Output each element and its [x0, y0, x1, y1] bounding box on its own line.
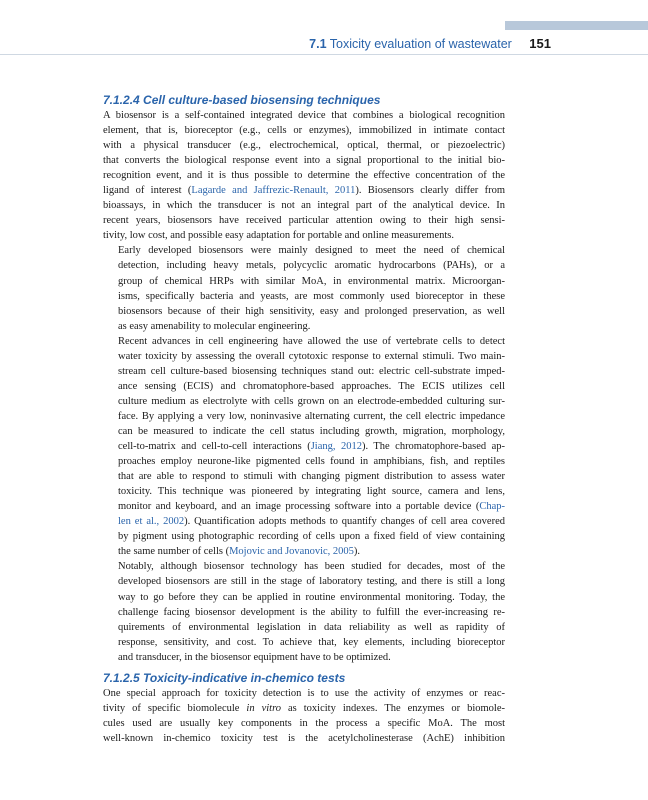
text-line: [103, 514, 505, 529]
text-line: Early developed biosensors were mainly designed to meet the need of chemical: [118, 245, 505, 257]
citation-link[interactable]: Jiang, 2012: [310, 441, 362, 453]
text-line: quirements of environmental legislation in data reliability as well as rapidity of: [118, 621, 505, 633]
running-header: [0, 36, 551, 51]
text-segment: ). Biosensors clearly differ from: [355, 185, 505, 197]
paragraph-biosensor-definition: [103, 108, 505, 243]
citation-link[interactable]: Lagarde and Jaffrezic-Renault, 2011: [191, 185, 356, 197]
paragraph-in-chemico-tests: [103, 686, 505, 746]
text-segment: ligand of interest (: [103, 185, 192, 197]
text-segment: cell-to-matrix and cell-to-cell interactions (: [118, 441, 311, 453]
text-line: Recent advances in cell engineering have allowed the use of vertebrate cells to detect: [118, 335, 505, 347]
text-segment: ).: [353, 546, 361, 558]
text-line: by pigment using photographic recording of cells upon a fixed field of view containing: [118, 531, 505, 543]
text-line: culture medium as electrolyte with cells grown on an electrode-embedded culturing sur-: [118, 395, 505, 407]
text-line: [103, 439, 505, 454]
text-line: One special approach for toxicity detection is to use the activity of enzymes or reac-: [103, 687, 505, 699]
text-line: recent years, biosensors have received particular attention owing to their high sensi-: [103, 215, 505, 227]
text-line: developed biosensors are still in the stage of laboratory testing, and there is still a long: [118, 576, 505, 588]
text-line: A biosensor is a self-contained integrated device that combines a biological recognition: [103, 110, 505, 121]
text-line: recognition event, and it is thus possible to determine the effective concentration of the: [103, 170, 505, 182]
text-line: as easy amenability to molecular engineering.: [118, 320, 311, 332]
running-header-section-number: 7.1: [309, 37, 327, 51]
text-segment: ). The chromatophore-based ap-: [361, 441, 505, 453]
text-line: and transducer, in the biosensor equipment have to be optimized.: [118, 651, 391, 663]
page-body: [103, 92, 505, 746]
text-line: cules used are usually key components in the process a specific MoA. The most: [103, 717, 505, 729]
text-line: isms, specifically bacteria and yeasts, are most commonly used bioreceptor in these: [118, 290, 505, 302]
text-segment: as toxicity indexes. The enzymes or biomole-: [281, 702, 505, 714]
text-line: can be measured to indicate the cell status including growth, migration, morphology,: [118, 425, 505, 437]
text-line: toxicity. This technique was pioneered by integrating light source, camera and lens,: [118, 486, 505, 498]
text-line: face. By applying a very low, noninvasive alternating current, the cell electric impedance: [118, 410, 505, 422]
citation-link[interactable]: Mojovic and Jovanovic, 2005: [229, 546, 354, 558]
text-line: with a physical transducer (e.g., electrochemical, optical, thermal, or piezoelectric): [103, 140, 505, 152]
page-number: 151: [529, 36, 551, 51]
section-heading-7-1-2-5: 7.1.2.5 Toxicity-indicative in-chemico tests: [103, 670, 346, 685]
paragraph-early-biosensors: [103, 243, 505, 333]
italic-term: in vitro: [246, 702, 282, 714]
text-line: water toxicity by assessing the overall cytotoxic response to external stimuli. Two main-: [118, 350, 505, 362]
text-line: bioassays, in which the transducer is not an integral part of the analytical device. In: [103, 200, 505, 212]
text-line: ance sensing (ECIS) and chromatophore-based approaches. The ECIS utilizes cell: [118, 380, 505, 392]
text-line: [103, 183, 505, 198]
paragraph-cell-engineering: [103, 334, 505, 560]
text-line: element, that is, bioreceptor (e.g., cells or enzymes), immobilized in intimate contact: [103, 125, 505, 137]
text-line: stream cell culture-based biosensing techniques stand out: electric cell-substrate imped-: [118, 365, 505, 377]
text-segment: the same number of cells (: [118, 546, 230, 558]
text-line: [103, 544, 505, 559]
header-accent-bar: [505, 21, 648, 30]
text-line: way to go before they can be applied in routine environmental monitoring. Today, the: [118, 591, 505, 603]
text-line: detection, including heavy metals, polycyclic aromatic hydrocarbons (PAHs), or a: [118, 260, 505, 272]
text-line: tivity, low cost, and possible easy adaptation for portable and online measurements.: [103, 230, 454, 242]
section-heading-7-1-2-4: 7.1.2.4 Cell culture-based biosensing techniques: [103, 93, 381, 107]
text-line: [103, 499, 505, 514]
header-rule: [0, 54, 648, 55]
text-segment: ). Quantification adopts methods to quantify changes of cell area covered: [184, 516, 505, 528]
text-line: challenge facing biosensor development is the ability to fulfill the ever-increasing re-: [118, 606, 505, 618]
text-segment: monitor and keyboard, and an image processing software into a portable device (: [118, 501, 480, 513]
text-line: response, sensitivity, and cost. To achieve that, key elements, including bioreceptor: [118, 636, 505, 648]
text-line: group of chemical HRPs with similar MoA, in environmental matrix. Microorgan-: [118, 275, 505, 287]
text-segment: tivity of specific biomolecule: [103, 702, 247, 714]
paragraph-biosensor-challenges: [103, 559, 505, 664]
text-line: well-known in-chemico toxicity test is the acetylcholinesterase (AchE) inhibition: [103, 732, 505, 744]
text-line: [103, 701, 505, 716]
running-header-title: Toxicity evaluation of wastewater: [329, 37, 512, 51]
citation-link[interactable]: Chap-: [479, 501, 505, 513]
text-line: biosensors because of their high sensitivity, easy and prolonged preservation, as well: [118, 305, 505, 317]
text-line: that converts the biological response event into a signal proportional to the initial bio-: [103, 155, 505, 167]
text-line: Notably, although biosensor technology has been studied for decades, most of the: [118, 561, 505, 573]
text-line: that are able to respond to stimuli with changing pigment distribution to assess water: [118, 471, 505, 483]
citation-link[interactable]: len et al., 2002: [118, 516, 185, 528]
text-line: proaches employ neurone-like pigmented cells found in amphibians, fish, and reptiles: [118, 456, 505, 468]
